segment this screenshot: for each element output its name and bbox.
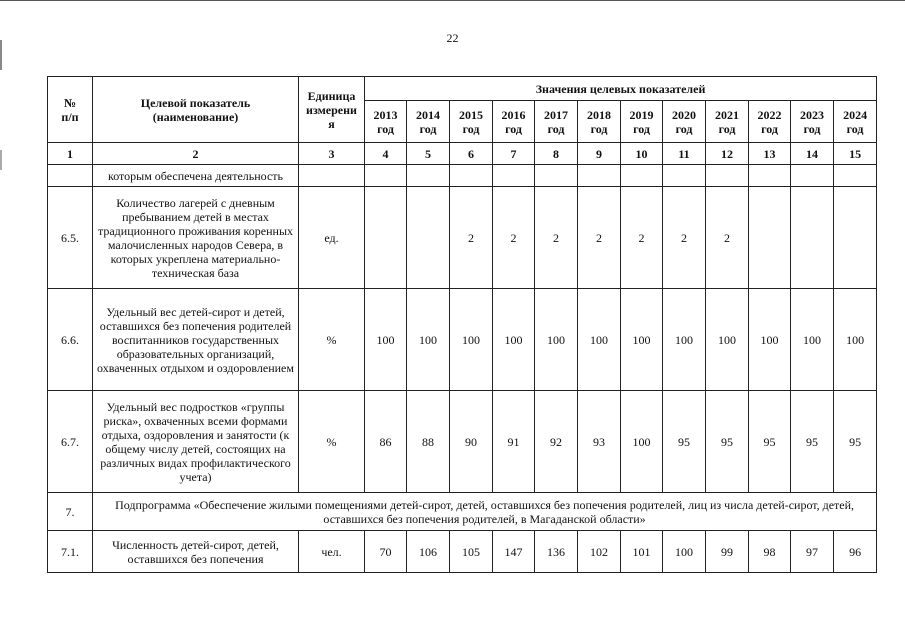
year-word: год [419, 121, 437, 136]
year-number: 2015 [459, 107, 483, 122]
year-number: 2022 [757, 107, 782, 122]
column-number: 7 [493, 143, 535, 165]
value-cell: 100 [749, 289, 791, 391]
row-number: 7. [48, 493, 93, 531]
value-cell: 93 [578, 391, 621, 493]
value-cell: 100 [663, 289, 706, 391]
value-cell [621, 165, 663, 187]
value-cell: 100 [834, 289, 877, 391]
unit-cell: % [299, 289, 365, 391]
header-year-2019 [621, 101, 663, 143]
row-number: 6.7. [48, 391, 93, 493]
value-cell: 70 [365, 531, 407, 573]
value-cell: 2 [535, 187, 578, 289]
value-cell: 2 [663, 187, 706, 289]
year-word: год [675, 121, 693, 136]
header-indicator: Целевой показатель (наименование) [93, 77, 299, 143]
column-number: 12 [706, 143, 749, 165]
value-cell: 100 [365, 289, 407, 391]
year-word: год [590, 121, 608, 136]
column-number: 6 [450, 143, 493, 165]
column-number: 3 [299, 143, 365, 165]
header-year-2021 [706, 101, 749, 143]
value-cell: 88 [407, 391, 450, 493]
year-number: 2017 [544, 107, 568, 122]
value-cell: 97 [791, 531, 834, 573]
subprogram-title: Подпрограмма «Обеспечение жилыми помещениями детей-сирот, детей, оставшихся без попечения родителей, лиц из числа детей-сирот, детей, оставшихся без попечения родителей, в Магаданской области» [93, 493, 877, 531]
year-number: 2023 [800, 107, 824, 122]
value-cell [791, 187, 834, 289]
unit-cell: % [299, 391, 365, 493]
header-values-group: Значения целевых показателей [365, 77, 877, 101]
unit-cell: чел. [299, 531, 365, 573]
year-word: год [718, 121, 736, 136]
value-cell: 100 [706, 289, 749, 391]
value-cell [365, 165, 407, 187]
value-cell: 86 [365, 391, 407, 493]
header-year-2014 [407, 101, 450, 143]
value-cell: 102 [578, 531, 621, 573]
value-cell: 96 [834, 531, 877, 573]
header-year-2020 [663, 101, 706, 143]
value-cell: 2 [706, 187, 749, 289]
indicators-table [47, 76, 877, 573]
year-number: 2016 [501, 107, 526, 122]
value-cell: 2 [578, 187, 621, 289]
header-num: № п/п [48, 77, 93, 143]
year-word: год [505, 121, 522, 136]
table-row [48, 289, 877, 391]
value-cell [407, 187, 450, 289]
header-year-2016 [493, 101, 535, 143]
value-cell [535, 165, 578, 187]
value-cell [706, 165, 749, 187]
header-year-2015 [450, 101, 493, 143]
indicator-name: Удельный вес подростков «группы риска», охваченных всеми формами отдыха, оздоровления и занятости (к общему числу детей, состоящих на различных видах профилактического учета) [93, 391, 299, 493]
year-number: 2024 [843, 107, 868, 122]
subprogram-row [48, 493, 877, 531]
value-cell: 100 [663, 531, 706, 573]
header-year-2018 [578, 101, 621, 143]
value-cell: 100 [791, 289, 834, 391]
value-cell: 2 [493, 187, 535, 289]
year-number: 2021 [715, 107, 739, 122]
year-number: 2019 [629, 107, 654, 122]
year-word: год [462, 121, 480, 136]
value-cell: 105 [450, 531, 493, 573]
column-number-row [48, 143, 877, 165]
header-year-2023 [791, 101, 834, 143]
column-number: 13 [749, 143, 791, 165]
row-number: 7.1. [48, 531, 93, 573]
value-cell: 147 [493, 531, 535, 573]
header-year-2013 [365, 101, 407, 143]
indicator-name: Количество лагерей с дневным пребыванием детей в местах традиционного проживания коренных малочисленных народов Севера, в которых укреплена материально-техническая база [93, 187, 299, 289]
value-cell [450, 165, 493, 187]
year-word: год [547, 121, 565, 136]
value-cell: 95 [791, 391, 834, 493]
column-number: 1 [48, 143, 93, 165]
year-number: 2018 [587, 107, 611, 122]
header-unit: Единица измерени я [299, 77, 365, 143]
value-cell: 100 [621, 289, 663, 391]
value-cell: 2 [450, 187, 493, 289]
value-cell [663, 165, 706, 187]
column-number: 14 [791, 143, 834, 165]
table-row [48, 165, 877, 187]
value-cell: 98 [749, 531, 791, 573]
indicator-name: которым обеспечена деятельность [93, 165, 299, 187]
column-number: 11 [663, 143, 706, 165]
page-number: 22 [446, 31, 459, 45]
value-cell: 2 [621, 187, 663, 289]
value-cell [791, 165, 834, 187]
column-number: 15 [834, 143, 877, 165]
column-number: 10 [621, 143, 663, 165]
value-cell: 100 [493, 289, 535, 391]
value-cell: 100 [621, 391, 663, 493]
value-cell: 92 [535, 391, 578, 493]
column-number: 2 [93, 143, 299, 165]
indicator-name: Удельный вес детей-сирот и детей, оставшихся без попечения родителей воспитанников государственных образовательных организаций, охваченных отдыхом и оздоровлением [93, 289, 299, 391]
value-cell: 95 [834, 391, 877, 493]
year-number: 2020 [672, 107, 696, 122]
scan-edge-mark [0, 150, 2, 170]
value-cell: 106 [407, 531, 450, 573]
value-cell: 95 [706, 391, 749, 493]
row-number: 6.6. [48, 289, 93, 391]
value-cell: 100 [407, 289, 450, 391]
year-word: год [846, 121, 864, 136]
value-cell: 95 [663, 391, 706, 493]
value-cell: 100 [578, 289, 621, 391]
value-cell [493, 165, 535, 187]
column-number: 5 [407, 143, 450, 165]
unit-cell [299, 165, 365, 187]
column-number: 4 [365, 143, 407, 165]
header-year-2017 [535, 101, 578, 143]
header-year-2024 [834, 101, 877, 143]
value-cell: 90 [450, 391, 493, 493]
year-word: год [761, 121, 778, 136]
value-cell [749, 187, 791, 289]
unit-cell: ед. [299, 187, 365, 289]
row-number: 6.5. [48, 187, 93, 289]
year-word: год [803, 121, 821, 136]
value-cell [365, 187, 407, 289]
value-cell [834, 187, 877, 289]
top-border-line [0, 0, 905, 1]
column-number: 8 [535, 143, 578, 165]
value-cell [578, 165, 621, 187]
value-cell [834, 165, 877, 187]
value-cell: 100 [450, 289, 493, 391]
value-cell: 91 [493, 391, 535, 493]
value-cell: 101 [621, 531, 663, 573]
header-year-2022 [749, 101, 791, 143]
value-cell: 136 [535, 531, 578, 573]
year-number: 2014 [416, 107, 440, 122]
row-number [48, 165, 93, 187]
year-word: год [633, 121, 650, 136]
year-number: 2013 [373, 107, 398, 122]
table-row [48, 391, 877, 493]
value-cell: 100 [535, 289, 578, 391]
value-cell [749, 165, 791, 187]
value-cell: 95 [749, 391, 791, 493]
value-cell: 99 [706, 531, 749, 573]
year-word: год [377, 121, 394, 136]
table-row [48, 187, 877, 289]
value-cell [407, 165, 450, 187]
column-number: 9 [578, 143, 621, 165]
indicator-name: Численность детей-сирот, детей, оставшихся без попечения [93, 531, 299, 573]
table-row [48, 531, 877, 573]
